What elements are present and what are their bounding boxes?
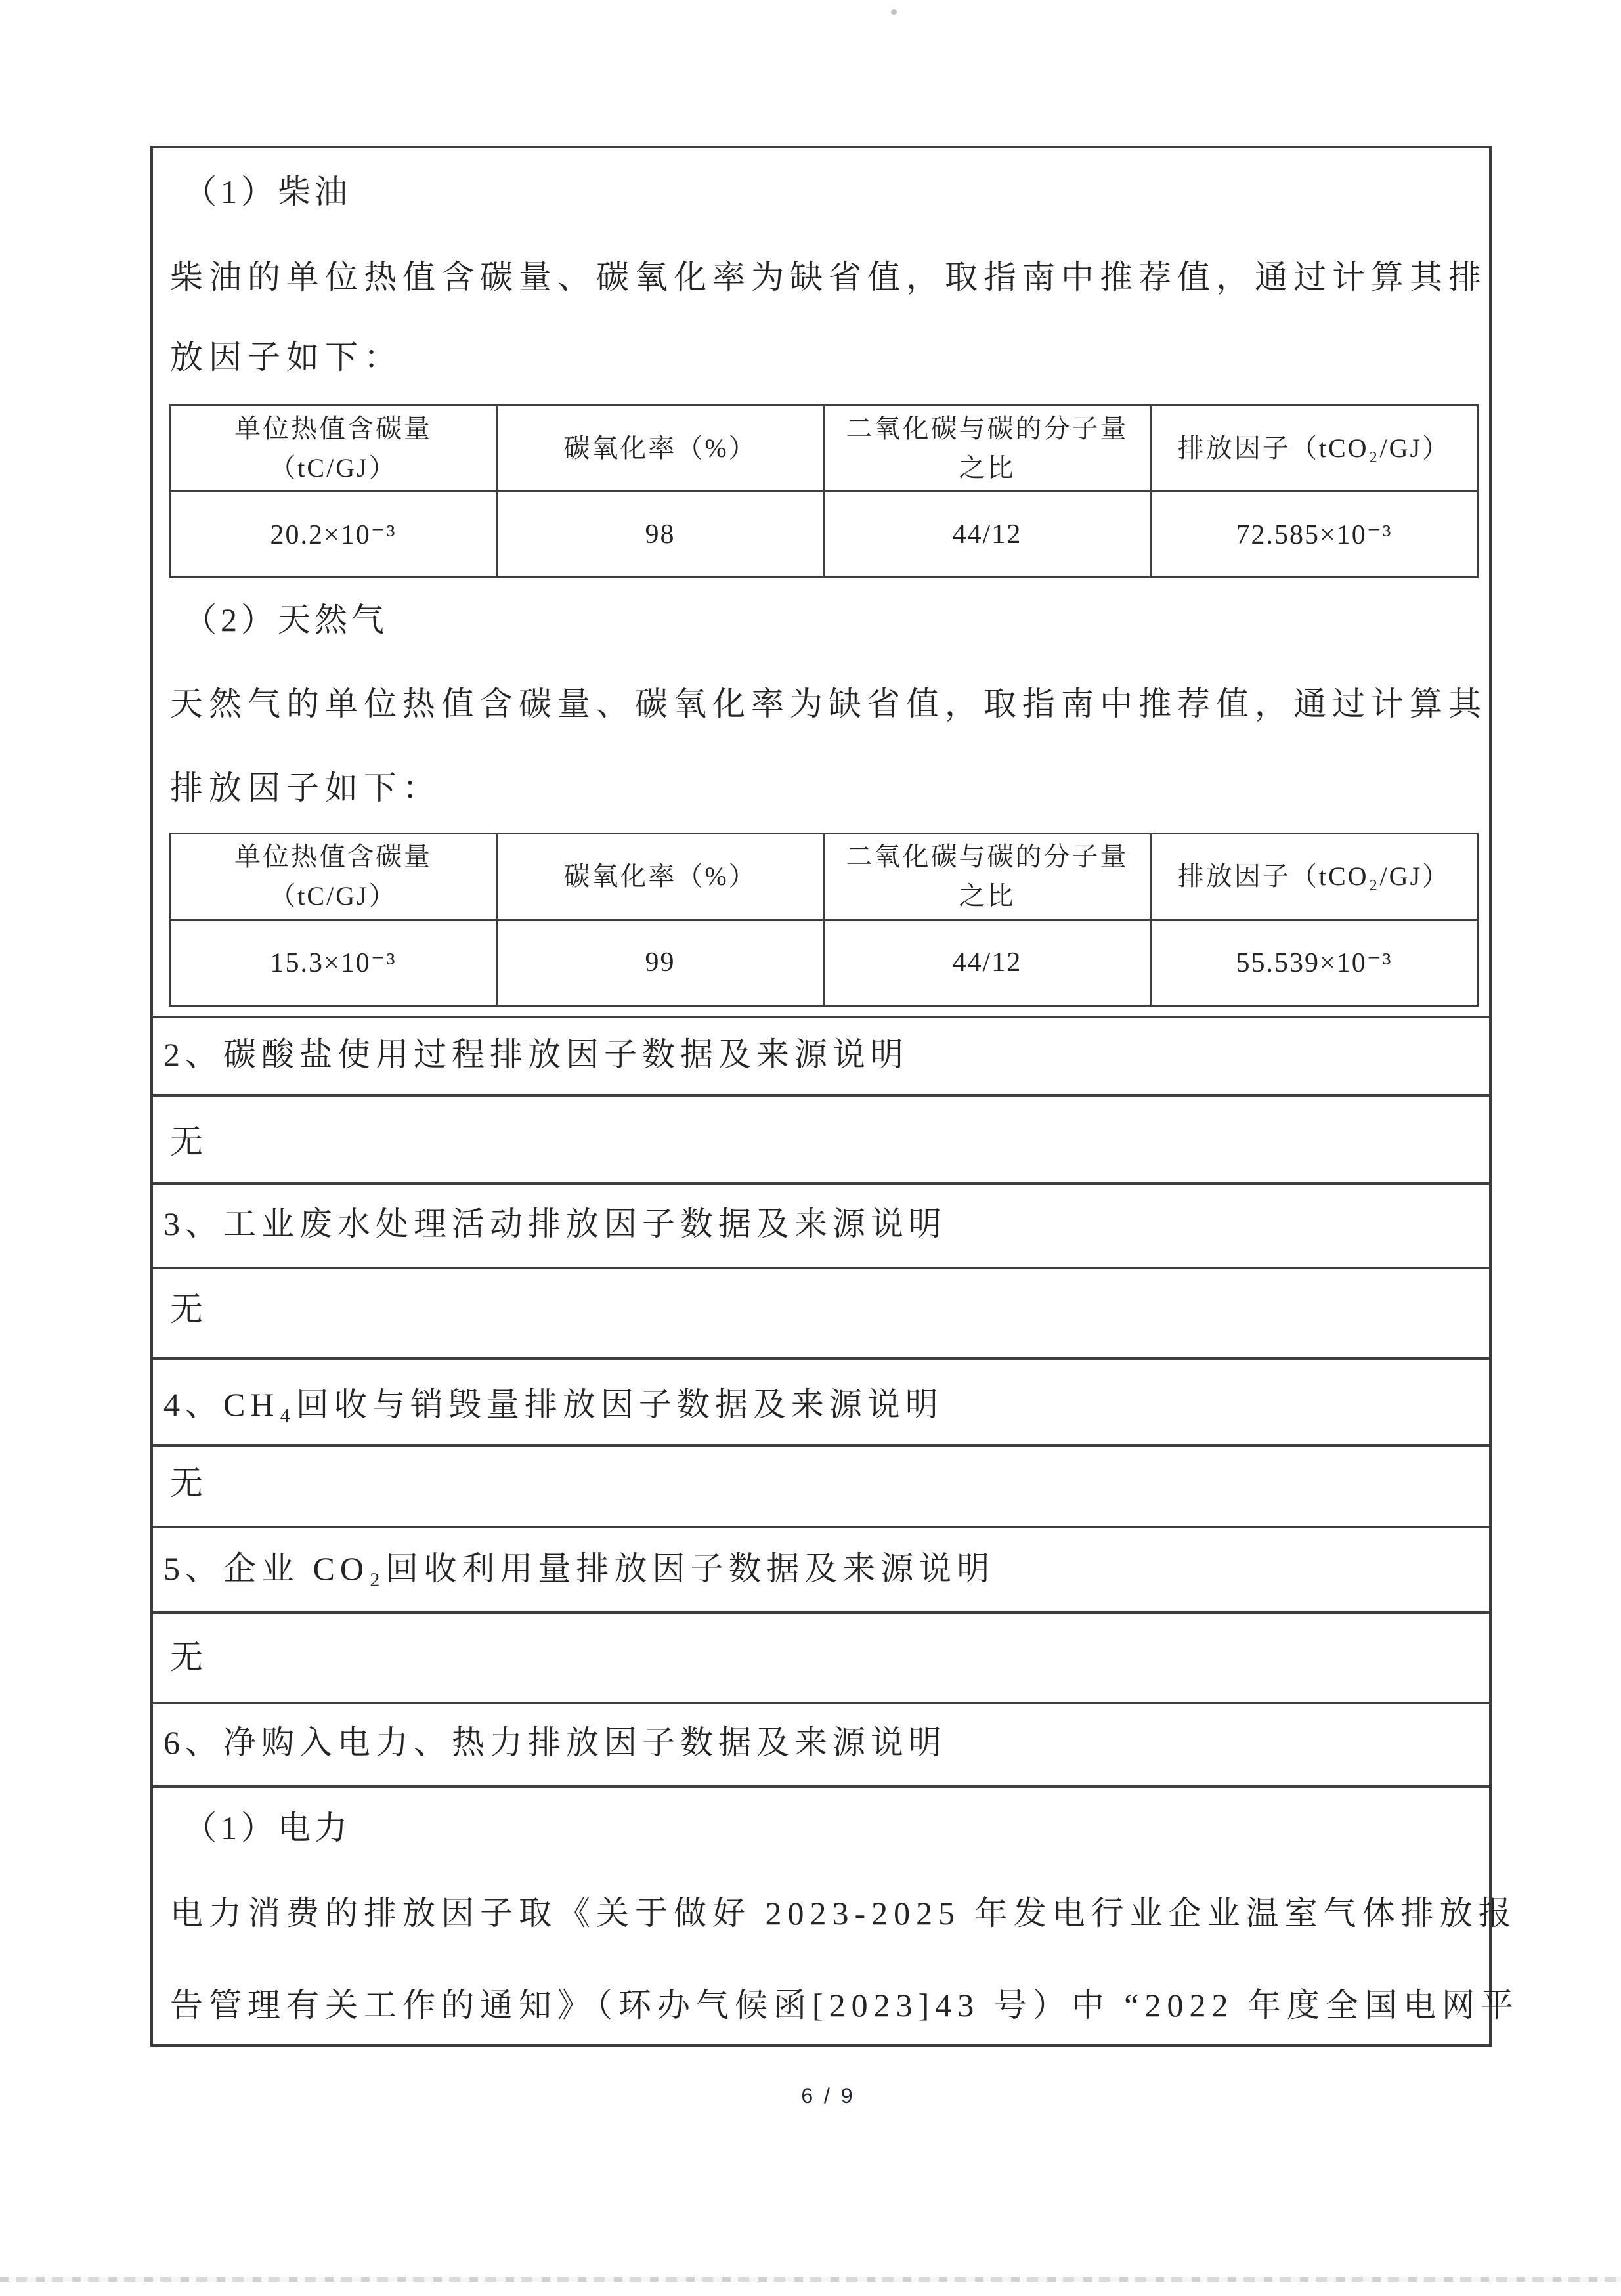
header-heat-carbon-content <box>170 834 497 920</box>
page-number: 6 / 9 <box>801 2084 855 2108</box>
header-line: 之比 <box>959 453 1016 483</box>
row-divider <box>152 1444 1490 1447</box>
report-table-frame <box>150 146 1519 2047</box>
section-2-value-none: 无 <box>170 1123 205 1160</box>
header-line: 单位热值含碳量 <box>234 414 432 443</box>
electricity-paragraph-line-1: 电力消费的排放因子取《关于做好 2023-2025 年发电行业企业温室气体排放报 <box>170 1895 1517 1932</box>
natural-gas-section-heading: （2）天然气 <box>184 601 388 638</box>
row-divider <box>152 1357 1490 1360</box>
header-line: 碳氧化率（%） <box>563 861 757 891</box>
natural-gas-paragraph-line-1: 天然气的单位热值含碳量、碳氧化率为缺省值，取指南中推荐值，通过计算其 <box>170 685 1487 722</box>
row-divider <box>152 1702 1490 1704</box>
section-3-value-none: 无 <box>170 1291 205 1328</box>
header-line: 排放因子（tCO₂/GJ） <box>1177 861 1451 891</box>
header-line: 碳氧化率（%） <box>563 433 757 463</box>
section-4-value-none: 无 <box>170 1465 205 1502</box>
diesel-emission-factor-value: 72.585×10⁻³ <box>1151 492 1478 578</box>
diesel-oxidation-value: 98 <box>497 492 824 578</box>
table-data-row <box>170 492 1478 578</box>
diesel-section-heading: （1）柴油 <box>184 173 351 210</box>
gas-emission-factor-value: 55.539×10⁻³ <box>1151 920 1478 1006</box>
header-line: （tC/GJ） <box>269 881 397 911</box>
table-header-row <box>170 834 1478 920</box>
natural-gas-emission-factor-table <box>169 833 1479 1007</box>
header-line: 二氧化碳与碳的分子量 <box>846 842 1129 871</box>
natural-gas-paragraph-line-2: 排放因子如下： <box>170 769 441 806</box>
section-6-purchased-power-heading: 6、净购入电力、热力排放因子数据及来源说明 <box>163 1724 947 1761</box>
table-header-row <box>170 406 1478 492</box>
gas-ratio-value: 44/12 <box>824 920 1151 1006</box>
row-divider <box>152 1611 1490 1614</box>
row-divider <box>152 1267 1490 1269</box>
row-divider <box>152 1182 1490 1185</box>
electricity-paragraph-line-2: 告管理有关工作的通知》（环办气候函[2023]43 号）中 “2022 年度全国电网平 <box>170 1987 1519 2024</box>
row-divider <box>152 1526 1490 1528</box>
diesel-heat-carbon-value: 20.2×10⁻³ <box>170 492 497 578</box>
header-heat-carbon-content <box>170 406 497 492</box>
header-line: 二氧化碳与碳的分子量 <box>846 414 1129 443</box>
header-line: 排放因子（tCO₂/GJ） <box>1177 433 1451 463</box>
row-divider <box>152 1016 1490 1018</box>
diesel-paragraph-line-1: 柴油的单位热值含碳量、碳氧化率为缺省值，取指南中推荐值，通过计算其排 <box>170 259 1487 295</box>
header-molecular-ratio <box>824 834 1151 920</box>
section-5-value-none: 无 <box>170 1639 205 1676</box>
section-3-wastewater-heading: 3、工业废水处理活动排放因子数据及来源说明 <box>163 1205 947 1242</box>
gas-heat-carbon-value: 15.3×10⁻³ <box>170 920 497 1006</box>
diesel-ratio-value: 44/12 <box>824 492 1151 578</box>
diesel-emission-factor-table <box>169 404 1479 578</box>
header-line: 单位热值含碳量 <box>234 842 432 871</box>
row-divider <box>152 1785 1490 1788</box>
header-emission-factor <box>1151 834 1478 920</box>
scan-artifact-dot <box>891 9 897 15</box>
section-5-co2-recovery-heading: 5、企业 CO₂回收利用量排放因子数据及来源说明 <box>163 1550 995 1587</box>
header-line: 之比 <box>959 881 1016 911</box>
section-4-ch4-recovery-heading: 4、CH₄回收与销毁量排放因子数据及来源说明 <box>163 1386 943 1423</box>
header-line: （tC/GJ） <box>269 453 397 483</box>
header-oxidation-rate <box>497 834 824 920</box>
section-2-carbonate-heading: 2、碳酸盐使用过程排放因子数据及来源说明 <box>163 1036 909 1073</box>
electricity-subsection-heading: （1）电力 <box>184 1809 351 1846</box>
scan-artifact-band <box>0 2277 1621 2282</box>
row-divider <box>152 1094 1490 1097</box>
table-data-row <box>170 920 1478 1006</box>
gas-oxidation-value: 99 <box>497 920 824 1006</box>
diesel-paragraph-line-2: 放因子如下： <box>170 339 402 376</box>
header-oxidation-rate <box>497 406 824 492</box>
header-molecular-ratio <box>824 406 1151 492</box>
header-emission-factor <box>1151 406 1478 492</box>
